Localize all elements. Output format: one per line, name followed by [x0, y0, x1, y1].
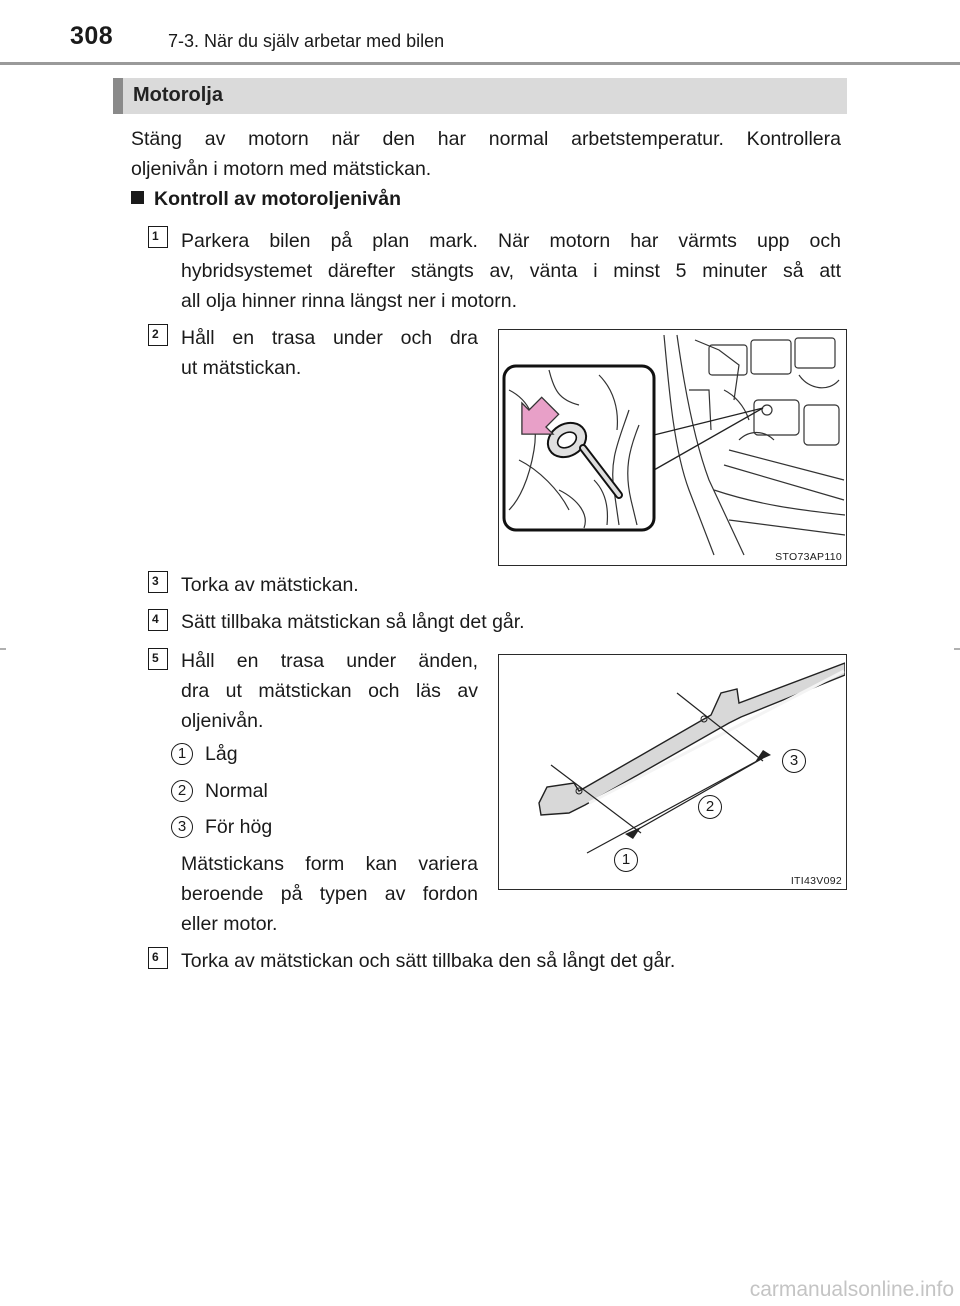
step-6-text: Torka av mätstickan och sätt tillbaka den så långt det går.	[181, 950, 676, 972]
level-number-1: 1	[171, 743, 193, 765]
step-line: oljenivån.	[181, 710, 264, 732]
subheading	[131, 188, 401, 211]
subheading-text: Kontroll av motoroljenivån	[154, 188, 402, 210]
figure-code: STO73AP110	[775, 551, 842, 563]
step-line: Håll en trasa under och dra	[181, 327, 478, 349]
step-number: 3	[148, 571, 168, 593]
margin-tick	[0, 648, 6, 650]
step-number: 2	[148, 324, 168, 346]
watermark: carmanualsonline.info	[749, 1278, 954, 1301]
step-number: 1	[148, 226, 168, 248]
shape-note	[181, 849, 478, 939]
level-label-low: Låg	[205, 743, 238, 765]
step-line: all olja hinner rinna längst ner i motorn.	[181, 290, 518, 312]
chapter-title: 7-3. När du själv arbetar med bilen	[168, 31, 445, 51]
section-header-bar	[113, 78, 123, 114]
engine-figure	[498, 329, 847, 566]
step-3-text: Torka av mätstickan.	[181, 574, 359, 596]
step-5-text	[181, 646, 478, 736]
dipstick-label-1: 1	[614, 848, 638, 872]
intro-line: Stäng av motorn när den har normal arbetstemperatur. Kontrollera	[131, 128, 841, 150]
level-number-2: 2	[171, 780, 193, 802]
step-1-text	[181, 226, 841, 316]
level-label-normal: Normal	[205, 780, 268, 802]
dipstick-label-2: 2	[698, 795, 722, 819]
step-number: 5	[148, 648, 168, 670]
dipstick-label-3: 3	[782, 749, 806, 773]
level-label-high: För hög	[205, 816, 273, 838]
page-number: 308	[70, 22, 114, 50]
step-number: 6	[148, 947, 168, 969]
header-rule	[0, 62, 960, 65]
level-number-3: 3	[171, 816, 193, 838]
engine-bay-illustration	[499, 330, 845, 564]
intro-line: oljenivån i motorn med mätstickan.	[131, 158, 432, 180]
square-bullet-icon	[131, 191, 144, 204]
intro-paragraph	[131, 124, 841, 184]
figure-code: ITI43V092	[790, 875, 842, 887]
note-line: Mätstickans form kan variera	[181, 853, 478, 875]
step-2-text	[181, 323, 478, 383]
step-number: 4	[148, 609, 168, 631]
step-line: Parkera bilen på plan mark. När motorn har värmts upp och	[181, 230, 841, 252]
dipstick-figure	[498, 654, 847, 890]
step-line: Håll en trasa under änden,	[181, 650, 478, 672]
section-title: Motorolja	[133, 84, 223, 106]
step-line: ut mätstickan.	[181, 357, 302, 379]
section-header	[113, 78, 847, 114]
margin-tick	[954, 648, 960, 650]
note-line: eller motor.	[181, 913, 278, 935]
step-line: dra ut mätstickan och läs av	[181, 680, 478, 702]
step-line: hybridsystemet därefter stängts av, vänta i minst 5 minuter så att	[181, 260, 841, 282]
note-line: beroende på typen av fordon	[181, 883, 478, 905]
step-4-text: Sätt tillbaka mätstickan så långt det går.	[181, 611, 525, 633]
